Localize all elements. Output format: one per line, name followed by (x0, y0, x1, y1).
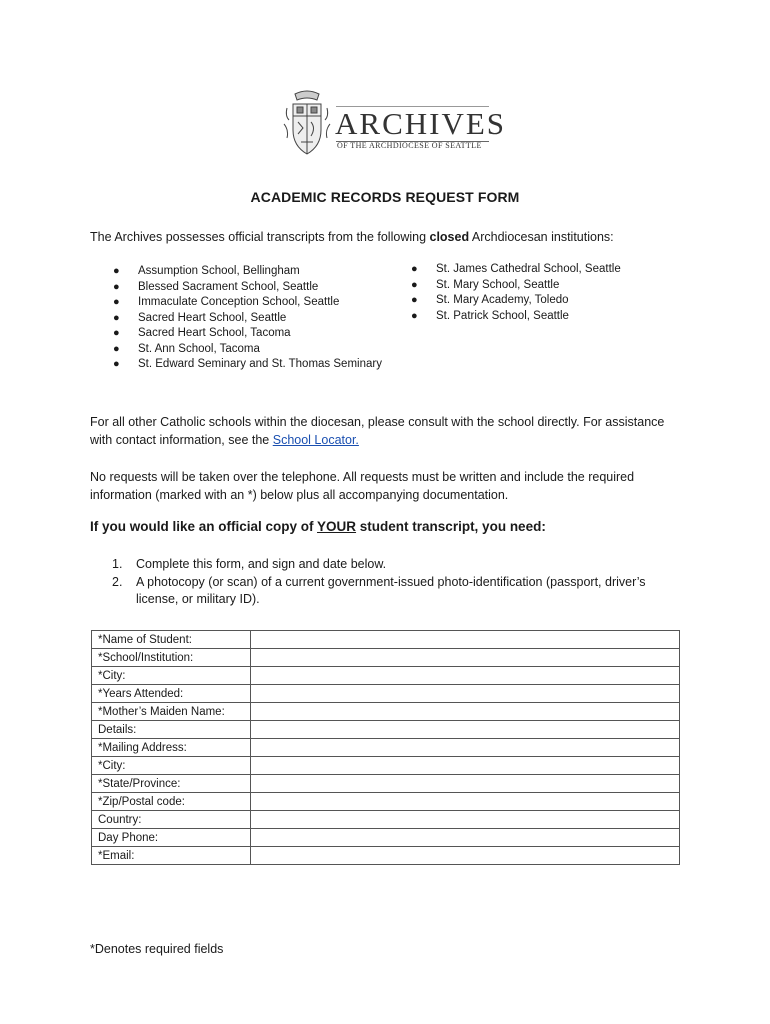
form-row (92, 685, 680, 703)
institution-item (411, 278, 621, 294)
institution-name: St. Ann School, Tacoma (138, 342, 260, 355)
required-footnote: *Denotes required fields (90, 942, 224, 956)
intro-before: The Archives possesses official transcripts from the following (90, 230, 430, 244)
requirement-text: Complete this form, and sign and date below. (136, 557, 387, 571)
bullet-icon: ● (411, 278, 418, 291)
form-row (92, 703, 680, 721)
bullet-icon: ● (113, 296, 120, 308)
institution-item (113, 295, 382, 311)
institution-name: Blessed Sacrament School, Seattle (138, 280, 319, 293)
requirements-list (90, 556, 690, 609)
form-field-label: *Name of Student: (92, 631, 251, 649)
logo-wordmark: ARCHIVES (335, 106, 507, 141)
institution-name: St. Edward Seminary and St. Thomas Seminary (138, 358, 382, 370)
requirement-item (90, 556, 690, 574)
form-row (92, 793, 680, 811)
consult-text: For all other Catholic schools within the diocesan, please consult with the school directly. For assistance with contact information, see the (90, 415, 665, 447)
bullet-icon: ● (113, 311, 120, 324)
institution-item (411, 262, 621, 278)
institution-list-right (411, 262, 621, 324)
bullet-icon: ● (411, 309, 418, 322)
institution-name: Immaculate Conception School, Seattle (138, 296, 340, 308)
institution-item (113, 342, 382, 358)
no-telephone-paragraph: No requests will be taken over the telephone. All requests must be written and include the required information (marked with an *) below plus all accompanying documentation. (90, 470, 635, 502)
bullet-icon: ● (411, 294, 418, 306)
form-field-input[interactable] (251, 793, 680, 811)
subhead-after: student transcript, you need: (356, 519, 546, 534)
institution-item (113, 264, 382, 280)
institution-item (113, 326, 382, 342)
form-field-input[interactable] (251, 847, 680, 865)
requirement-number: 2. (112, 574, 123, 589)
form-field-input[interactable] (251, 811, 680, 829)
form-field-input[interactable] (251, 703, 680, 721)
institution-name: Assumption School, Bellingham (138, 265, 300, 277)
bullet-icon: ● (411, 263, 418, 275)
form-row (92, 775, 680, 793)
form-field-input[interactable] (251, 757, 680, 775)
form-row (92, 757, 680, 775)
bullet-icon: ● (113, 280, 120, 293)
institution-list-left (113, 264, 382, 373)
form-field-label: *Mother’s Maiden Name: (92, 703, 251, 721)
institution-item (411, 309, 621, 325)
page-title: ACADEMIC RECORDS REQUEST FORM (250, 189, 520, 205)
form-field-input[interactable] (251, 685, 680, 703)
form-field-input[interactable] (251, 829, 680, 847)
bullet-icon: ● (113, 265, 120, 277)
form-field-label: Country: (92, 811, 251, 829)
form-row (92, 811, 680, 829)
institution-name: St. Mary School, Seattle (436, 278, 560, 291)
form-field-input[interactable] (251, 649, 680, 667)
bullet-icon: ● (113, 342, 120, 355)
form-field-label: *City: (92, 667, 251, 685)
institution-item (113, 280, 382, 296)
logo-subline: OF THE ARCHDIOCESE OF SEATTLE (337, 141, 482, 150)
subhead-your: YOUR (317, 519, 357, 534)
institution-item (113, 357, 382, 373)
bullet-icon: ● (113, 327, 120, 339)
requirement-number: 1. (112, 557, 123, 571)
form-row (92, 739, 680, 757)
form-field-input[interactable] (251, 631, 680, 649)
institution-name: St. James Cathedral School, Seattle (436, 263, 621, 275)
intro-after: Archdiocesan institutions: (469, 230, 614, 244)
form-row (92, 649, 680, 667)
form-row (92, 721, 680, 739)
requirement-text: A photocopy (or scan) of a current government-issued photo-identification (passport, driver’s license, or military ID). (136, 574, 646, 606)
form-field-label: *Mailing Address: (92, 739, 251, 757)
consult-paragraph (90, 413, 690, 449)
form-field-label: *State/Province: (92, 775, 251, 793)
form-field-input[interactable] (251, 667, 680, 685)
form-field-input[interactable] (251, 739, 680, 757)
form-field-label: *School/Institution: (92, 649, 251, 667)
form-field-label: *Email: (92, 847, 251, 865)
form-field-input[interactable] (251, 775, 680, 793)
school-locator-link[interactable]: School Locator. (272, 433, 359, 447)
institution-name: St. Patrick School, Seattle (436, 309, 569, 322)
form-field-label: *Zip/Postal code: (92, 793, 251, 811)
form-row (92, 847, 680, 865)
institution-name: Sacred Heart School, Seattle (138, 311, 287, 324)
subhead-before: If you would like an official copy of (90, 519, 318, 534)
institution-name: Sacred Heart School, Tacoma (138, 327, 291, 339)
institution-item (411, 293, 621, 309)
intro-text (90, 230, 614, 244)
form-field-label: *Years Attended: (92, 685, 251, 703)
archives-logo (281, 90, 507, 162)
requirement-item (90, 574, 690, 609)
form-row (92, 667, 680, 685)
form-field-label: Day Phone: (92, 829, 251, 847)
intro-bold: closed (429, 230, 470, 244)
institution-item (113, 311, 382, 327)
form-row (92, 829, 680, 847)
institution-name: St. Mary Academy, Toledo (436, 294, 569, 306)
form-row (92, 631, 680, 649)
bullet-icon: ● (113, 358, 120, 370)
form-field-label: *City: (92, 757, 251, 775)
transcript-subheading (90, 519, 546, 534)
request-form-table (91, 630, 680, 865)
form-field-label: Details: (92, 721, 251, 739)
archdiocese-crest-icon (281, 90, 333, 160)
form-field-input[interactable] (251, 721, 680, 739)
